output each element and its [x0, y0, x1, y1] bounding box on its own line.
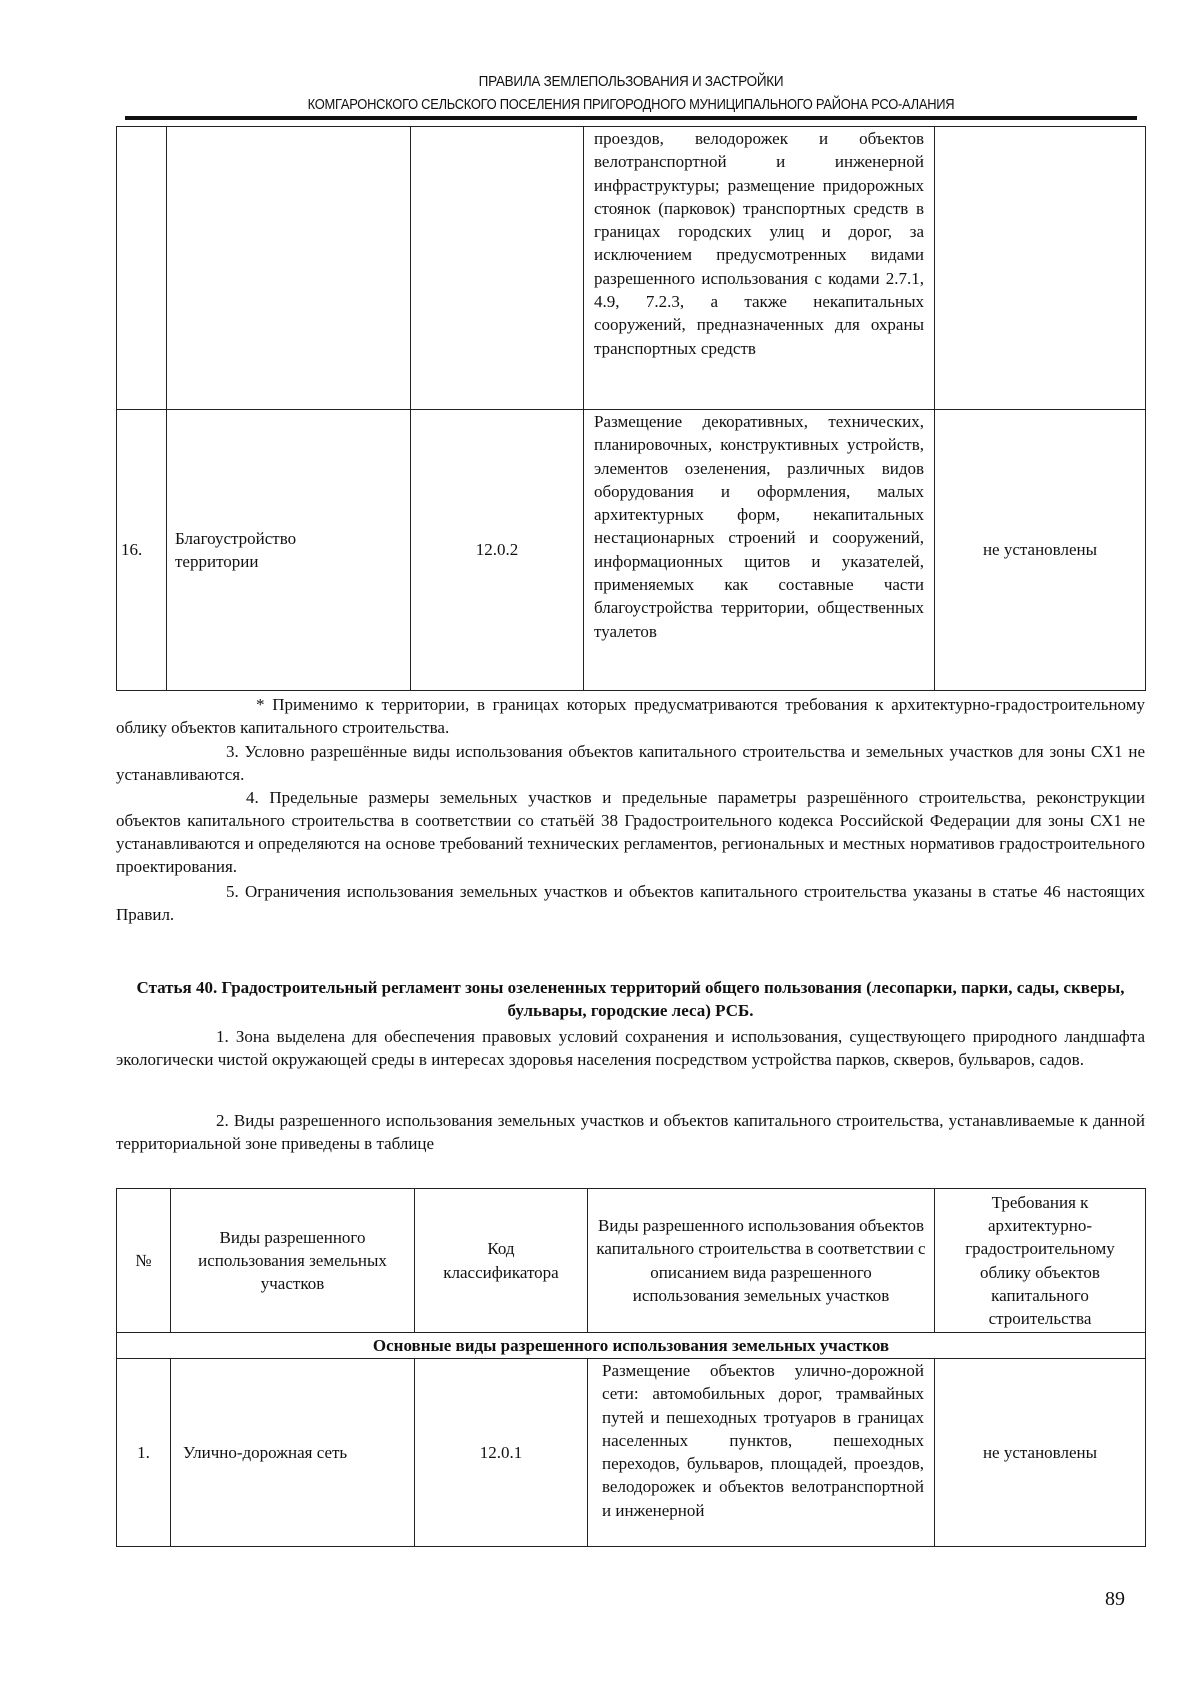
land-use-name: [167, 127, 411, 410]
header-code: Код классификатора: [415, 1189, 588, 1333]
requirements: не установлены: [935, 1359, 1146, 1547]
classifier-code: [411, 127, 584, 410]
table-row: [117, 410, 1146, 691]
header-land-use: Виды разрешенного использования земельных участков: [171, 1189, 415, 1333]
requirements: не установлены: [935, 410, 1146, 691]
row-number: 16.: [117, 410, 167, 691]
header-description: Виды разрешенного использования объектов капитального строительства в соответствии с описанием вида разрешенного использования земельных участков: [588, 1189, 935, 1333]
use-description: проездов, велодорожек и объектов велотранспортной и инженерной инфраструктуры; размещение придорожных стоянок (парковок) транспортных средств в границах городских улиц и дорог, за исключением предусмотренных видами разрешенного использования с кодами 2.7.1, 4.9, 7.2.3, а также некапитальных сооружений, предназначенных для охраны транспортных средств: [584, 127, 935, 410]
requirements: [935, 127, 1146, 410]
row-number: [117, 127, 167, 410]
classifier-code: 12.0.2: [411, 410, 584, 691]
section-row: [117, 1333, 1146, 1359]
paragraph-4: 4. Предельные размеры земельных участков и предельные параметры разрешённого строительства, реконструкции объектов капитального строительства в соответствии со статьёй 38 Градостроительного кодекса Российской Федерации для зоны СХ1 не устанавливаются и определяются на основе требований технических регламентов, региональных и местных нормативов градостроительного проектирования.: [116, 788, 1145, 876]
table-continued: [116, 126, 1146, 691]
header-title: ПРАВИЛА ЗЕМЛЕПОЛЬЗОВАНИЯ И ЗАСТРОЙКИ: [478, 73, 784, 90]
classifier-code: 12.0.1: [415, 1359, 588, 1547]
table-header-row: [117, 1189, 1146, 1333]
use-description: Размещение объектов улично-дорожной сети: автомобильных дорог, трамвайных путей и пешеходных тротуаров в границах населенных пунктов, пешеходных переходов, бульваров, площадей, проездов, велодорожек и объектов велотранспортной и инженерной: [588, 1359, 935, 1547]
use-description: Размещение декоративных, технических, планировочных, конструктивных устройств, элементов озеленения, различных видов оборудования и оформления, малых архитектурных форм, некапитальных нестационарных строений и сооружений, информационных щитов и указателей, применяемых как составные части благоустройства территории, общественных туалетов: [584, 410, 935, 691]
paragraph-5: 5. Ограничения использования земельных участков и объектов капитального строительства указаны в статье 46 настоящих Правил.: [116, 882, 1145, 924]
table-row: [117, 127, 1146, 410]
section-title: Основные виды разрешенного использования земельных участков: [117, 1333, 1146, 1359]
header-rule: [125, 116, 1137, 120]
header-number: №: [117, 1189, 171, 1333]
article-paragraph-1: 1. Зона выделена для обеспечения правовых условий сохранения и использования, существующего природного ландшафта экологически чистой окружающей среды в интересах здоровья населения посредством устройства парков, скверов, бульваров, садов.: [116, 1027, 1145, 1069]
row-number: 1.: [117, 1359, 171, 1547]
page-number: 89: [1105, 1588, 1125, 1610]
article-paragraph-2: 2. Виды разрешенного использования земельных участков и объектов капитального строительства, устанавливаемые к данной территориальной зоне приведены в таблице: [116, 1111, 1145, 1153]
footnote: * Применимо к территории, в границах которых предусматриваются требования к архитектурно-градостроительному облику объектов капитального строительства.: [116, 695, 1145, 737]
paragraph-3: 3. Условно разрешённые виды использования объектов капитального строительства и земельных участков для зоны СХ1 не устанавливаются.: [116, 742, 1145, 784]
land-use-name: Благоустройство территории: [167, 410, 411, 691]
table-row: [117, 1359, 1146, 1547]
header-requirements: Требования к архитектурно-градостроительному облику объектов капитального строительства: [935, 1189, 1146, 1333]
land-use-name: Улично-дорожная сеть: [171, 1359, 415, 1547]
zone-table: [116, 1188, 1146, 1547]
header-subtitle: КОМГАРОНСКОГО СЕЛЬСКОГО ПОСЕЛЕНИЯ ПРИГОРОДНОГО МУНИЦИПАЛЬНОГО РАЙОНА РСО-АЛАНИЯ: [307, 96, 955, 113]
article-title: Статья 40. Градостроительный регламент зоны озелененных территорий общего пользования (лесопарки, парки, сады, скверы, бульвары, городские леса) РСБ.: [136, 978, 1125, 1020]
